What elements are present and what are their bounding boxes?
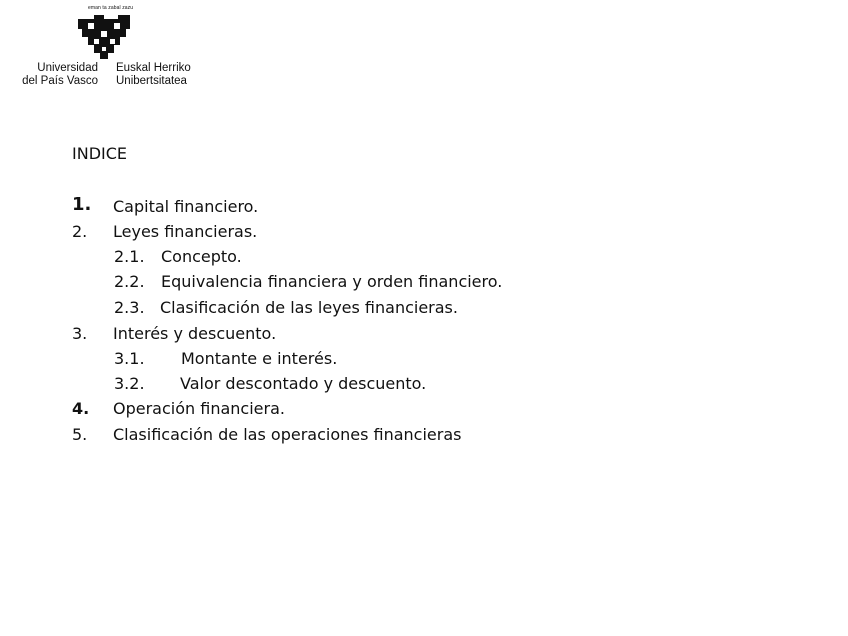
logo-motto: eman ta zabal zazu (88, 5, 134, 11)
toc-text: Interés y descuento. (113, 324, 277, 343)
toc-text: Montante e interés. (181, 349, 338, 368)
toc-text: Leyes financieras. (113, 222, 258, 241)
toc-text: Operación financiera. (113, 399, 285, 418)
toc-text: Concepto. (161, 247, 242, 266)
toc-number: 3.2. (114, 374, 145, 393)
upv-ehu-emblem-icon (74, 11, 136, 61)
toc-number: 5. (72, 425, 88, 444)
toc-number: 3.1. (114, 349, 145, 368)
index-title: INDICE (72, 144, 128, 163)
toc-number: 2.3. (114, 298, 145, 317)
toc-text: Capital financiero. (113, 197, 259, 216)
toc-number: 2.2. (114, 272, 145, 291)
toc-number: 4. (72, 399, 90, 418)
logo-text-spanish: Universidad del País Vasco (22, 62, 98, 87)
toc-number: 2.1. (114, 247, 145, 266)
toc-number: 1. (72, 194, 92, 215)
toc-text: Equivalencia financiera y orden financiero. (161, 272, 503, 291)
toc-number: 3. (72, 324, 88, 343)
logo-text-basque: Euskal Herriko Unibertsitatea (116, 62, 191, 87)
toc-text: Valor descontado y descuento. (180, 374, 427, 393)
toc-text: Clasificación de las leyes financieras. (160, 298, 458, 317)
toc-text: Clasificación de las operaciones financieras (113, 425, 462, 444)
university-logo (8, 4, 208, 94)
toc-number: 2. (72, 222, 88, 241)
